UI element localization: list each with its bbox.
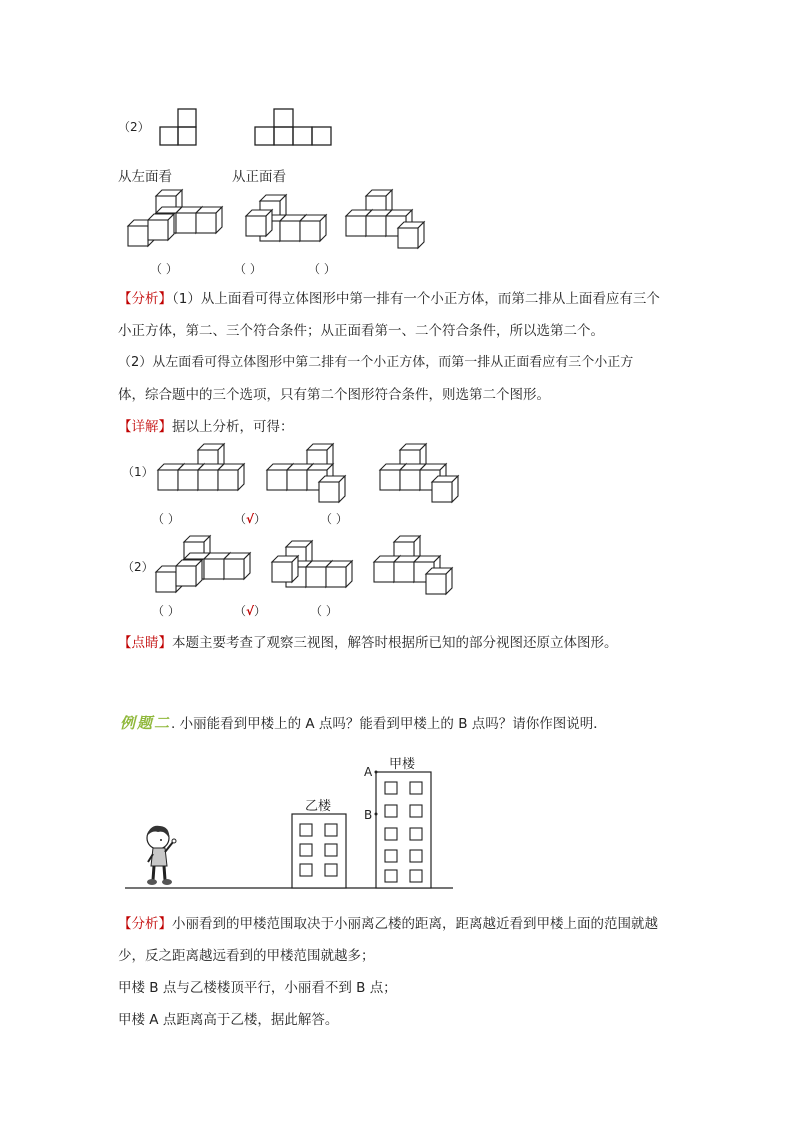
analysis2-line1: 小丽看到的甲楼范围取决于小丽离乙楼的距离，距离越近看到甲楼上面的范围就越	[172, 916, 658, 932]
comment-tag: 【点睛】	[118, 635, 172, 651]
analysis2-line4: 甲楼 A 点距离高于乙楼，据此解答。	[118, 1012, 339, 1028]
part2-label: （2）	[118, 120, 150, 134]
comment-line	[118, 633, 618, 653]
detail-tag: 【详解】	[118, 419, 172, 435]
detail-shape-1-1	[158, 444, 258, 494]
view-left-label: 从左面看	[118, 169, 172, 185]
detail-shape-2-1	[156, 536, 256, 596]
example2-question: 小丽能看到甲楼上的 A 点吗？能看到甲楼上的 B 点吗？请你作图说明．	[179, 716, 607, 732]
analysis-p2-line2: 体，综合题中的三个选项，只有第二个图形符合条件，则选第二个图形。	[118, 387, 550, 403]
option-shape-2	[246, 195, 336, 250]
option-paren-3: （ ）	[308, 262, 336, 276]
point-a-label: A	[364, 765, 373, 779]
analysis-tag: 【分析】	[118, 291, 172, 307]
detail-text: 据以上分析，可得：	[172, 419, 294, 435]
analysis2-line3: 甲楼 B 点与乙楼楼顶平行，小丽看不到 B 点；	[118, 980, 397, 996]
view-front-label: 从正面看	[232, 169, 286, 185]
detail-paren-2-2: （√）	[234, 604, 267, 618]
analysis2-line2: 少，反之距离越远看到的甲楼范围就越多；	[118, 948, 375, 964]
option-paren-1: （ ）	[150, 262, 178, 276]
analysis-p1-line2: 小正方体，第二、三个符合条件；从正面看第一、二个符合条件，所以选第二个。	[118, 323, 604, 339]
example2-badge: 例题二	[120, 714, 172, 732]
analysis-p2-line1: （2）从左面看可得立体图形中第二排有一个小正方体，而第一排从正面看应有三个小正方	[118, 355, 634, 370]
detail-row1-label: （1）	[122, 465, 154, 479]
check-mark: √	[246, 512, 255, 526]
detail-shape-1-2	[267, 444, 357, 504]
option-paren-2: （ ）	[234, 262, 262, 276]
detail-shape-1-3	[380, 444, 470, 504]
front-view-diagram	[255, 108, 335, 148]
detail-paren-2-1: （ ）	[152, 604, 180, 618]
option-shape-1	[128, 190, 228, 250]
option-shape-3	[346, 190, 436, 250]
analysis2-line-1	[118, 914, 658, 934]
building-b-label: 乙楼	[305, 799, 332, 814]
detail-paren-1-1: （ ）	[152, 512, 180, 526]
building-a-label: 甲楼	[389, 757, 416, 772]
check-mark: √	[246, 604, 255, 618]
analysis-p1-line1: （1）从上面看可得立体图形中第一排有一个小正方体，而第二排从上面看应有三个	[172, 291, 660, 307]
child-figure	[147, 826, 176, 885]
detail-paren-1-2: （√）	[234, 512, 267, 526]
left-view-diagram	[160, 108, 200, 148]
point-b-label: B	[364, 808, 373, 822]
detail-line	[118, 417, 294, 437]
analysis-line-1	[118, 289, 660, 309]
detail-shape-2-2	[272, 541, 362, 596]
detail-paren-1-3: （ ）	[320, 512, 348, 526]
detail-row2-label: （2）	[122, 560, 154, 574]
detail-paren-2-3: （ ）	[310, 604, 338, 618]
example2-heading: 例题二. 小丽能看到甲楼上的 A 点吗？能看到甲楼上的 B 点吗？请你作图说明．	[120, 714, 607, 732]
comment-text: 本题主要考查了观察三视图，解答时根据所已知的部分视图还原立体图形。	[172, 635, 618, 651]
analysis2-tag: 【分析】	[118, 916, 172, 932]
detail-shape-2-3	[374, 536, 464, 596]
